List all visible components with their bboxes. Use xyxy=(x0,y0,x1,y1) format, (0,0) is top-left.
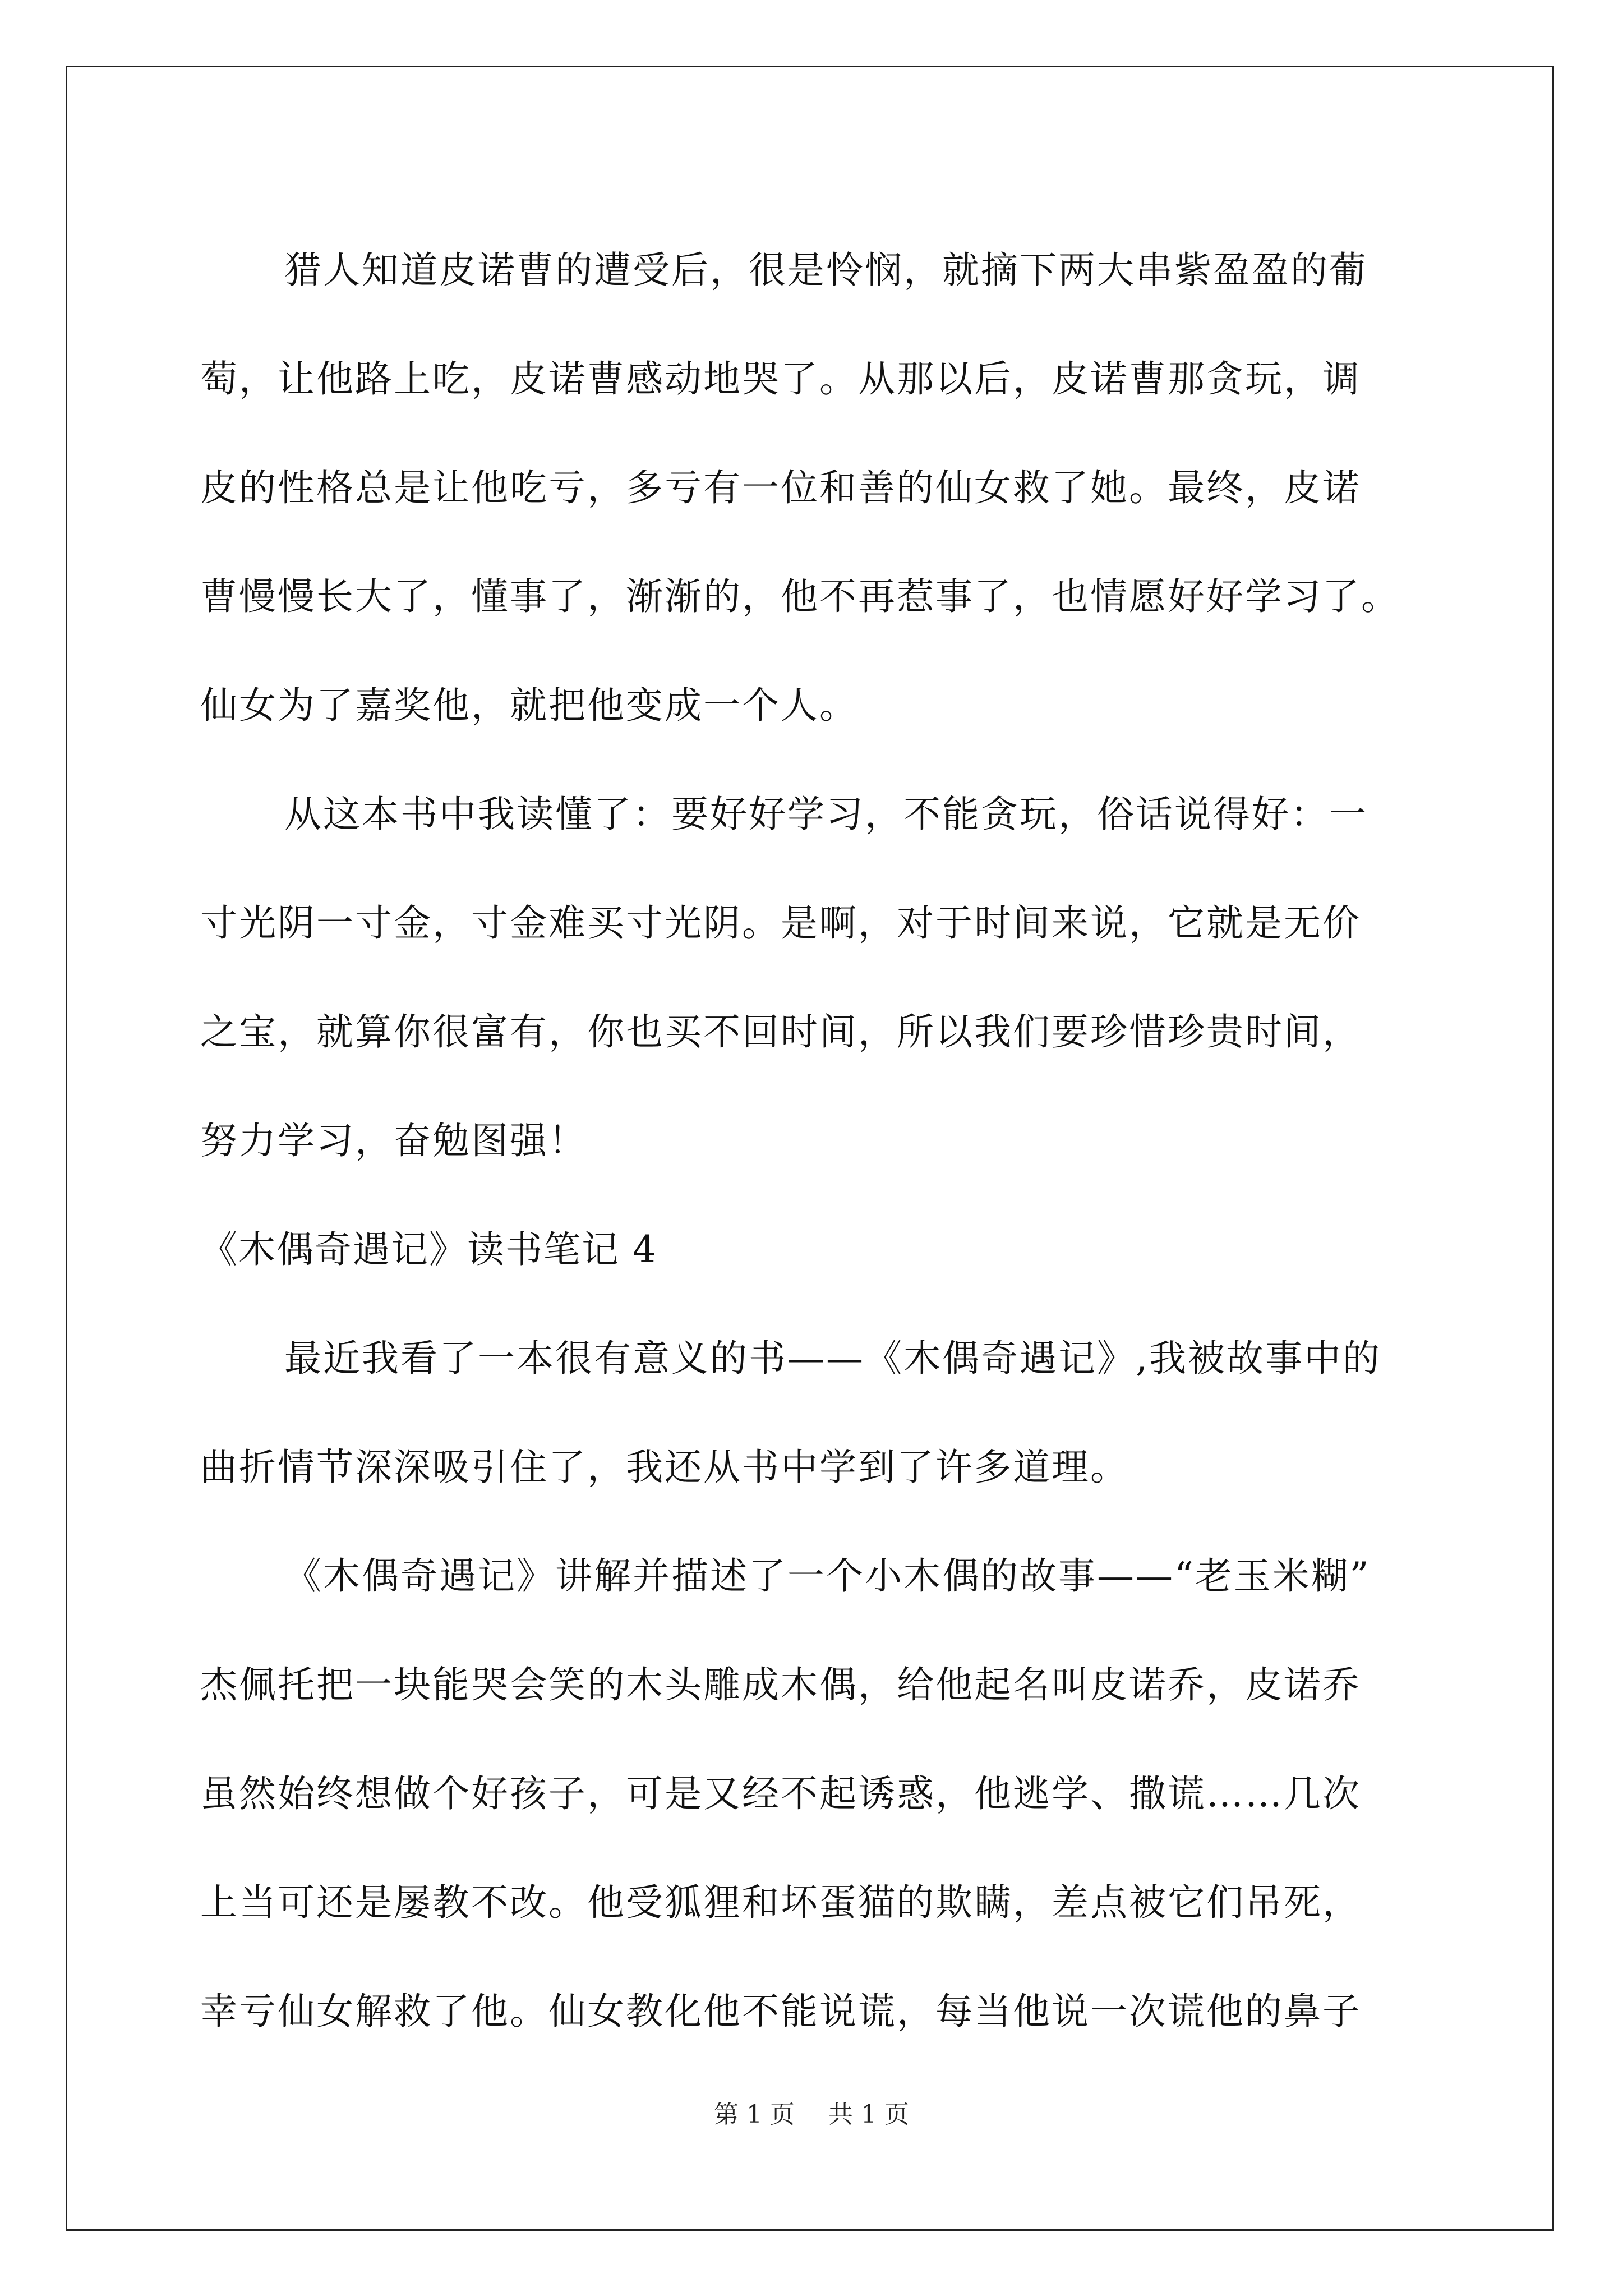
text-line: 从这本书中我读懂了：要好好学习，不能贪玩，俗话说得好：一 xyxy=(284,793,1368,836)
page-footer xyxy=(0,2098,1623,2132)
text-line: 寸光阴一寸金，寸金难买寸光阴。是啊，对于时间来说，它就是无价 xyxy=(200,901,1361,945)
text-line: 杰佩托把一块能哭会笑的木头雕成木偶，给他起名叫皮诺乔，皮诺乔 xyxy=(200,1663,1361,1706)
text-line: 之宝，就算你很富有，你也买不回时间，所以我们要珍惜珍贵时间， xyxy=(200,1010,1361,1053)
text-line: 仙女为了嘉奖他，就把他变成一个人。 xyxy=(200,684,858,727)
document-body xyxy=(200,216,1451,2066)
text-line: 曲折情节深深吸引住了，我还从书中学到了许多道理。 xyxy=(200,1446,1129,1489)
page-number: 第 1 页 xyxy=(714,2100,795,2129)
text-line: 上当可还是屡教不改。他受狐狸和坏蛋猫的欺瞒，差点被它们吊死， xyxy=(200,1881,1361,1924)
text-line: 曹慢慢长大了，懂事了，渐渐的，他不再惹事了，也情愿好好学习了。 xyxy=(200,575,1400,618)
text-line: 虽然始终想做个好孩子，可是又经不起诱惑，他逃学、撒谎……几次 xyxy=(200,1772,1361,1815)
text-line: 《木偶奇遇记》讲解并描述了一个小木偶的故事——“老玉米糊” xyxy=(284,1554,1371,1598)
text-line: 幸亏仙女解救了他。仙女教化他不能说谎，每当他说一次谎他的鼻子 xyxy=(200,1990,1361,2033)
text-line: 最近我看了一本很有意义的书——《木偶奇遇记》,我被故事中的 xyxy=(284,1337,1381,1380)
text-line: 猎人知道皮诺曹的遭受后，很是怜悯，就摘下两大串紫盈盈的葡 xyxy=(284,249,1368,292)
paragraph-intro xyxy=(200,1304,1451,1522)
text-line: 萄，让他路上吃，皮诺曹感动地哭了。从那以后，皮诺曹那贪玩，调 xyxy=(200,357,1361,401)
text-line: 努力学习，奋勉图强！ xyxy=(200,1119,587,1162)
page-total: 共 1 页 xyxy=(828,2100,909,2129)
paragraph-lesson xyxy=(200,760,1451,1195)
text-line: 皮的性格总是让他吃亏，多亏有一位和善的仙女救了她。最终，皮诺 xyxy=(200,466,1361,509)
paragraph-hunter xyxy=(200,216,1451,760)
paragraph-story xyxy=(200,1522,1451,2066)
section-heading: 《木偶奇遇记》读书笔记 4 xyxy=(200,1228,657,1271)
